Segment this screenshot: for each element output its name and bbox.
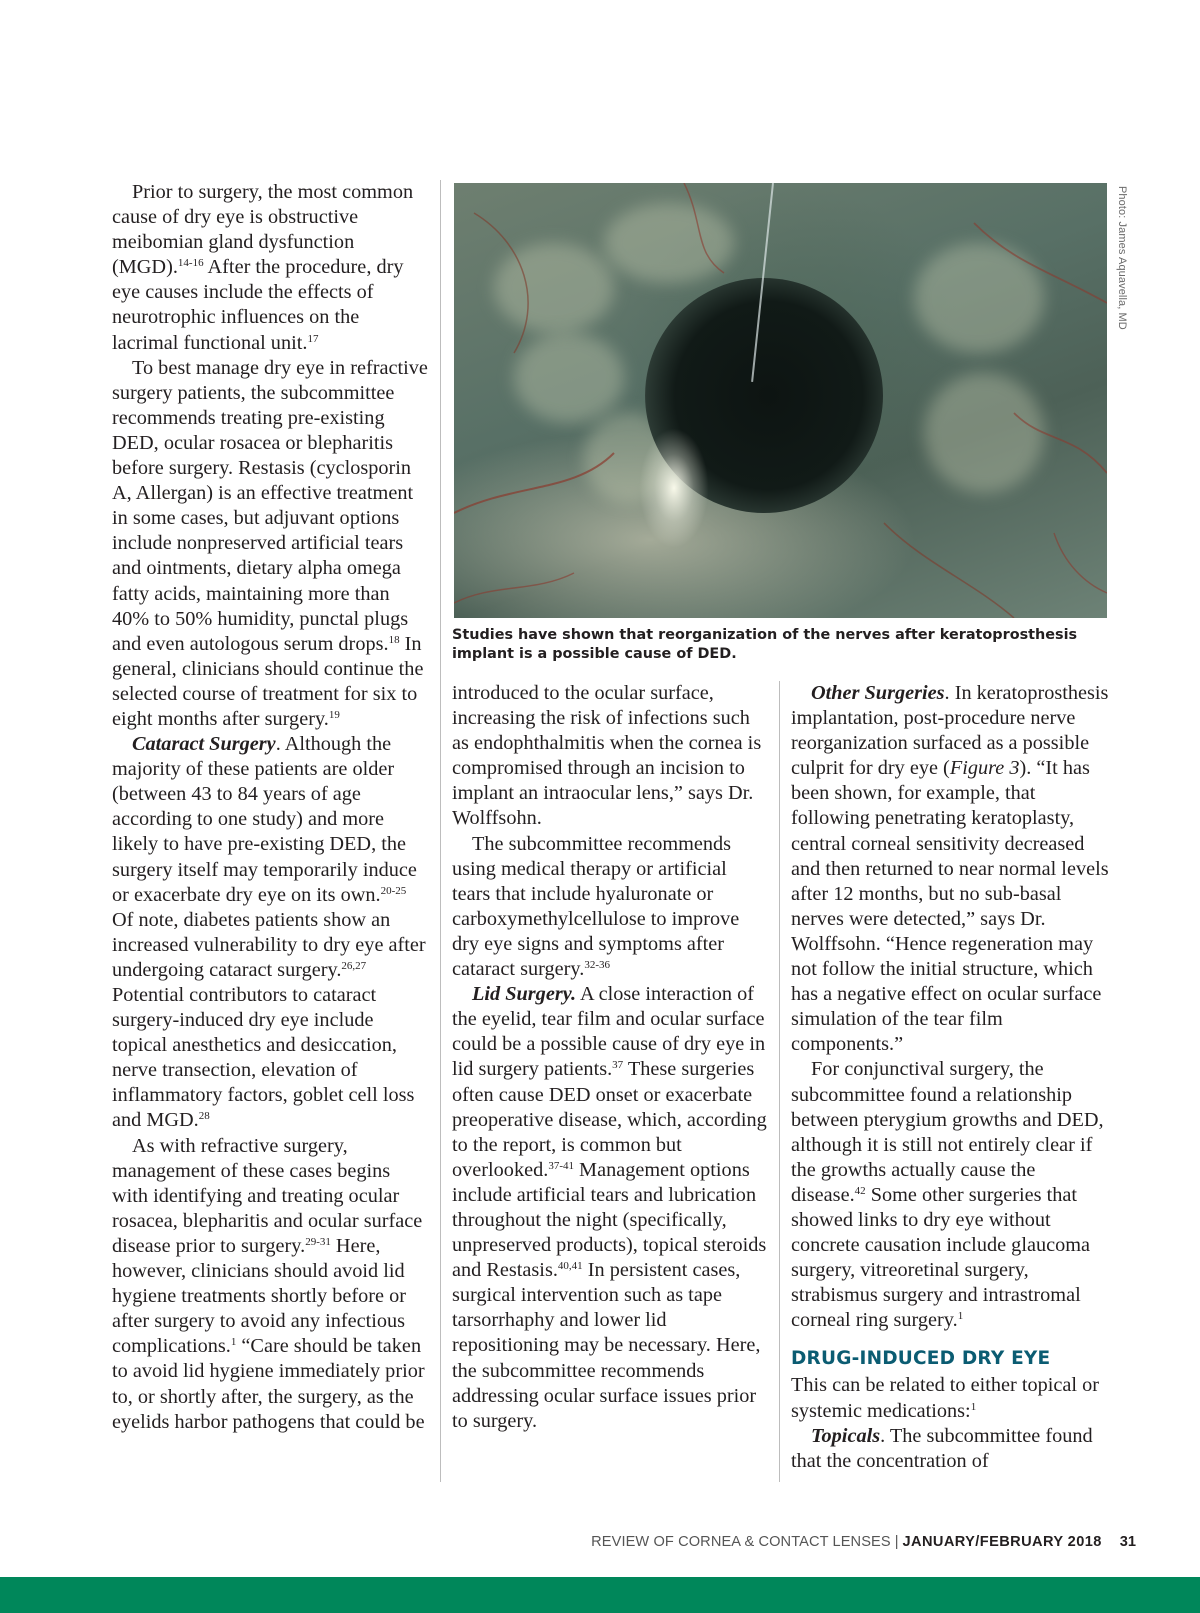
paragraph: Cataract Surgery. Although the majority of these patients are older (between 43 to 84 years of age according to one study) and more likely to have pre-existing DED, the surgery itself may temporarily induce or exacerbate dry eye on its own.$^{20-25}$ Of note, diabetes patients show an increased vulnerability to dry eye after undergoing cataract surgery.$^{26,27}$ Potential contributors to cataract surgery-induced dry eye include topical anesthetics and desiccation, nerve transection, elevation of inflammatory factors, goblet cell loss and MGD.$^{28}$ <box>112 733 426 1132</box>
figure-caption: Studies have shown that reorganization of the nerves after keratoprosthesis implant is a possible cause of DED. <box>452 627 1078 662</box>
footer-separator: | <box>894 1534 899 1550</box>
citation: 37-41 <box>548 1159 574 1172</box>
citation: 14-16 <box>177 257 204 270</box>
paragraph: As with refractive surgery, management of these cases begins with identifying and treating ocular rosacea, blepharitis and ocular surface disease prior to surgery.$^{29-31}$ Here, however, clinicians should avoid lid hygiene treatments shortly before or after surgery to avoid any infectious complications.$^1$ “Care should be taken to avoid lid hygiene immediately prior to, or shortly after, the surgery, as the eyelids harbor pathogens that could be <box>112 1134 425 1433</box>
paragraph: Other Surgeries. In keratoprosthesis implantation, post-procedure nerve reorganization surfaced as a possible culprit for dry eye (Figure 3). “It has been shown, for example, that following penetrating keratoplasty, central corneal sensitivity decreased and then returned to near normal levels after 12 months, but no sub-basal nerves were detected,” says Dr. Wolffsohn. “Hence regeneration may not follow the initial structure, which has a negative effect on ocular surface simulation of the tear film components.” <box>791 682 1109 1056</box>
paragraph: To best manage dry eye in refractive surgery patients, the subcommittee recommends treating pre-existing DED, ocular rosacea or blepharitis before surgery. Restasis (cyclosporin A, Allergan) is an effective treatment in some cases, but adjuvant options include nonpreserved artificial tears and ointments, dietary alpha omega fatty acids, maintaining more than 40% to 50% humidity, punctal plugs and even autologous serum drops.$^{18}$ In general, clinicians should continue the selected course of treatment for six to eight months after surgery.$^{19}$ <box>112 356 428 730</box>
paragraph: introduced to the ocular surface, increasing the risk of infections such as endophthalmitis when the cornea is compromised through an incision to implant an intraocular lens,” says Dr. Wolffsohn. <box>452 682 762 830</box>
citation: 1 <box>970 1400 977 1413</box>
eye-photo-figure <box>454 183 1107 618</box>
citation: 20-25 <box>380 884 407 897</box>
paragraph: For conjunctival surgery, the subcommittee found a relationship between pterygium growths and DED, although it is still not entirely clear if the growths actually cause the disease.$^{42}$ Some other surgeries that showed links to dry eye without concrete causation include glaucoma surgery, vitreoretinal surgery, strabismus surgery and intrastromal corneal ring surgery.$^1$ <box>791 1058 1104 1332</box>
run-in-heading: Other Surgeries <box>811 682 945 704</box>
paragraph: Topicals. The subcommittee found that the concentration of <box>791 1424 1093 1472</box>
run-in-heading: Topicals <box>811 1424 881 1447</box>
paragraph: Prior to surgery, the most common cause of dry eye is obstructive meibomian gland dysfunction (MGD).$^{14-16}$ After the procedure, dry eye causes include the effects of neurotrophic influences on the lacrimal functional unit.$^{17}$ <box>112 181 414 354</box>
citation: 28 <box>198 1110 210 1123</box>
publication-name: REVIEW OF CORNEA & CONTACT LENSES <box>591 1534 891 1550</box>
section-heading: DRUG-INDUCED DRY EYE <box>791 1348 1051 1370</box>
citation: 42 <box>854 1184 866 1197</box>
citation: 40,41 <box>557 1260 583 1273</box>
article-column-2 <box>452 681 770 1434</box>
citation: 32-36 <box>584 959 610 972</box>
figure-reference: Figure 3 <box>949 757 1020 780</box>
footer-color-band <box>0 1577 1200 1613</box>
citation: 37 <box>612 1059 624 1072</box>
article-column-1 <box>112 180 428 1435</box>
paragraph: This can be related to either topical or systemic medications:$^1$ <box>791 1374 1100 1422</box>
citation: 1 <box>957 1310 964 1323</box>
page-number: 31 <box>1119 1534 1136 1550</box>
column-divider <box>779 681 780 1482</box>
citation: 19 <box>328 708 340 721</box>
column-divider <box>440 180 441 1482</box>
light-reflection <box>639 428 709 548</box>
issue-date: JANUARY/FEBRUARY 2018 <box>902 1534 1102 1550</box>
citation: 17 <box>307 332 319 345</box>
article-column-3 <box>791 681 1109 1474</box>
run-in-heading: Lid Surgery. <box>472 983 577 1006</box>
citation: 1 <box>230 1336 237 1349</box>
page-footer <box>591 1534 1136 1550</box>
run-in-heading: Cataract Surgery <box>132 733 276 756</box>
citation: 26,27 <box>341 959 367 972</box>
paragraph: The subcommittee recommends using medical therapy or artificial tears that include hyaluronate or carboxymethylcellulose to improve dry eye signs and symptoms after cataract surgery.$^{32-36}$ <box>452 832 740 981</box>
citation: 18 <box>388 633 400 646</box>
photo-credit: Photo: James Aquavella, MD <box>1116 186 1128 330</box>
paragraph: Lid Surgery. A close interaction of the eyelid, tear film and ocular surface could be a possible cause of dry eye in lid surgery patients.$^{37}$ These surgeries often cause DED onset or exacerbate preoperative disease, which, according to the report, is common but overlooked.$^{37-41}$ Management options include artificial tears and lubrication throughout the night (specifically, unpreserved products), topical steroids and Restasis.$^{40,41}$ In persistent cases, surgical intervention such as tape tarsorrhaphy and lower lid repositioning may be necessary. Here, the subcommittee recommends addressing ocular surface issues prior to surgery. <box>452 983 767 1432</box>
citation: 29-31 <box>305 1235 331 1248</box>
